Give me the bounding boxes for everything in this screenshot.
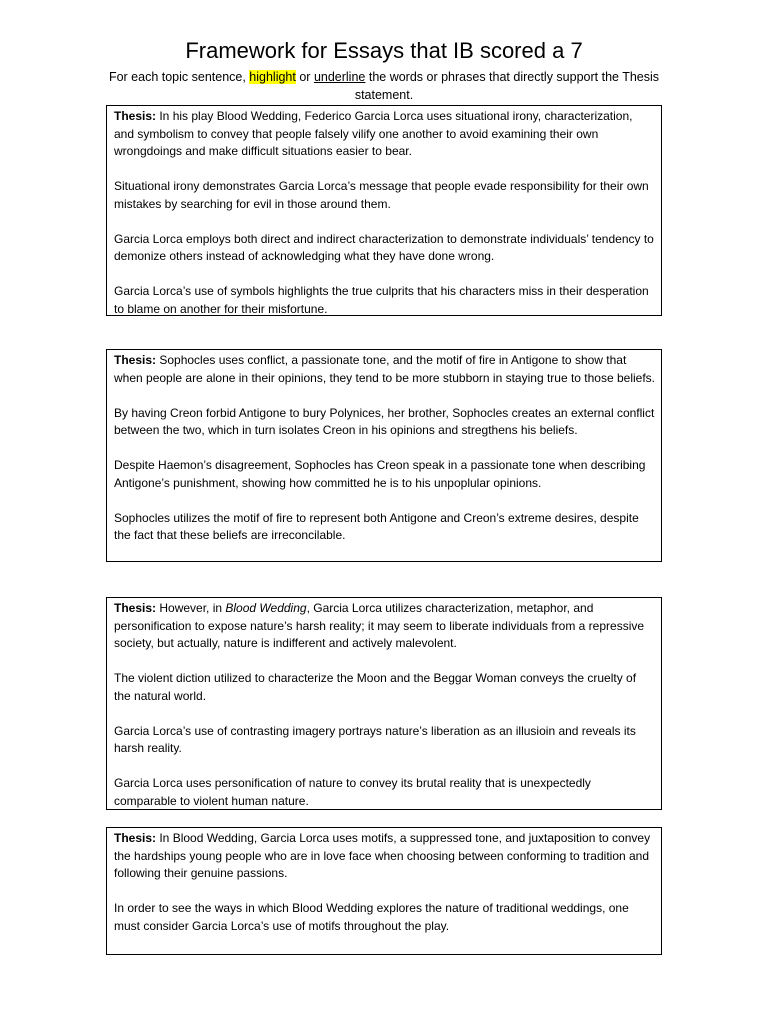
thesis-label: Thesis: — [114, 601, 157, 615]
instructions-text-3: the words or phrases that directly support the Thesis statement. — [354, 70, 660, 102]
thesis-box-2 — [106, 349, 662, 562]
thesis-box-4 — [106, 827, 662, 955]
thesis-label: Thesis: — [114, 831, 157, 845]
thesis-text: In Blood Wedding, Garcia Lorca uses motifs, a suppressed tone, and juxtaposition to convey the hardships young people who are in love face when choosing between conforming to tradition and following their genuine passions. — [114, 831, 651, 880]
highlight-word: highlight — [249, 70, 296, 84]
topic-sentence: The violent diction utilized to characterize the Moon and the Beggar Woman conveys the cruelty of the natural world. — [114, 671, 637, 703]
instructions-text-2: or — [295, 70, 314, 84]
thesis-text: In his play Blood Wedding, Federico Garcia Lorca uses situational irony, characterization, and symbolism to convey that people falsely vilify one another to avoid examining their own wrongdoings and make difficult situations easier to bear. — [114, 109, 633, 158]
underline-word: underline — [313, 70, 366, 84]
topic-sentence: Garcia Lorca employs both direct and indirect characterization to demonstrate individuals’ tendency to demonize others instead of acknowledging what they have done wrong. — [114, 231, 654, 263]
topic-sentence: In order to see the ways in which Blood Wedding explores the nature of traditional weddings, one must consider Garcia Lorca’s use of motifs throughout the play. — [114, 901, 629, 933]
topic-sentence: Sophocles utilizes the motif of fire to represent both Antigone and Creon’s extreme desires, despite the fact that these beliefs are irreconcilable. — [114, 510, 639, 542]
thesis-paragraph — [114, 352, 655, 387]
thesis-paragraph — [114, 108, 655, 161]
thesis-paragraph — [114, 600, 655, 653]
thesis-box-3 — [106, 597, 662, 810]
thesis-text: Sophocles uses conflict, a passionate tone, and the motif of fire in Antigone to show that when people are alone in their opinions, they tend to be more stubborn in staying true to those beliefs. — [114, 353, 656, 385]
thesis-paragraph — [114, 830, 655, 883]
thesis-text-pre: However, in — [156, 601, 226, 615]
instructions — [100, 69, 668, 104]
thesis-box-1 — [106, 105, 662, 316]
thesis-label: Thesis: — [114, 109, 157, 123]
topic-sentence: Garcia Lorca’s use of contrasting imagery portrays nature’s liberation as an illusioin and reveals its harsh reality. — [114, 723, 636, 755]
topic-sentence: Despite Haemon’s disagreement, Sophocles has Creon speak in a passionate tone when describing Antigone’s punishment, showing how committed he is to his unpoplular opinions. — [114, 458, 646, 490]
thesis-label: Thesis: — [114, 353, 157, 367]
play-title: Blood Wedding — [225, 601, 307, 615]
thesis-text-post: , Garcia Lorca utilizes characterization, metaphor, and personification to expose nature’s harsh reality; it may seem to liberate individuals from a repressive society, but actually, nature is indifferent and actively malevolent. — [114, 601, 645, 650]
topic-sentence: Garcia Lorca’s use of symbols highlights the true culprits that his characters miss in their desperation to blame on another for their misfortune. — [114, 284, 649, 316]
topic-sentence: By having Creon forbid Antigone to bury Polynices, her brother, Sophocles creates an external conflict between the two, which in turn isolates Creon in his opinions and stregthens his beliefs. — [114, 405, 655, 437]
topic-sentence: Garcia Lorca uses personification of nature to convey its brutal reality that is unexpectedly comparable to violent human nature. — [114, 776, 591, 808]
topic-sentence: Situational irony demonstrates Garcia Lorca’s message that people evade responsibility for their own mistakes by searching for evil in those around them. — [114, 179, 649, 211]
instructions-text-1: For each topic sentence, — [108, 70, 250, 84]
page-title: Framework for Essays that IB scored a 7 — [185, 38, 583, 63]
